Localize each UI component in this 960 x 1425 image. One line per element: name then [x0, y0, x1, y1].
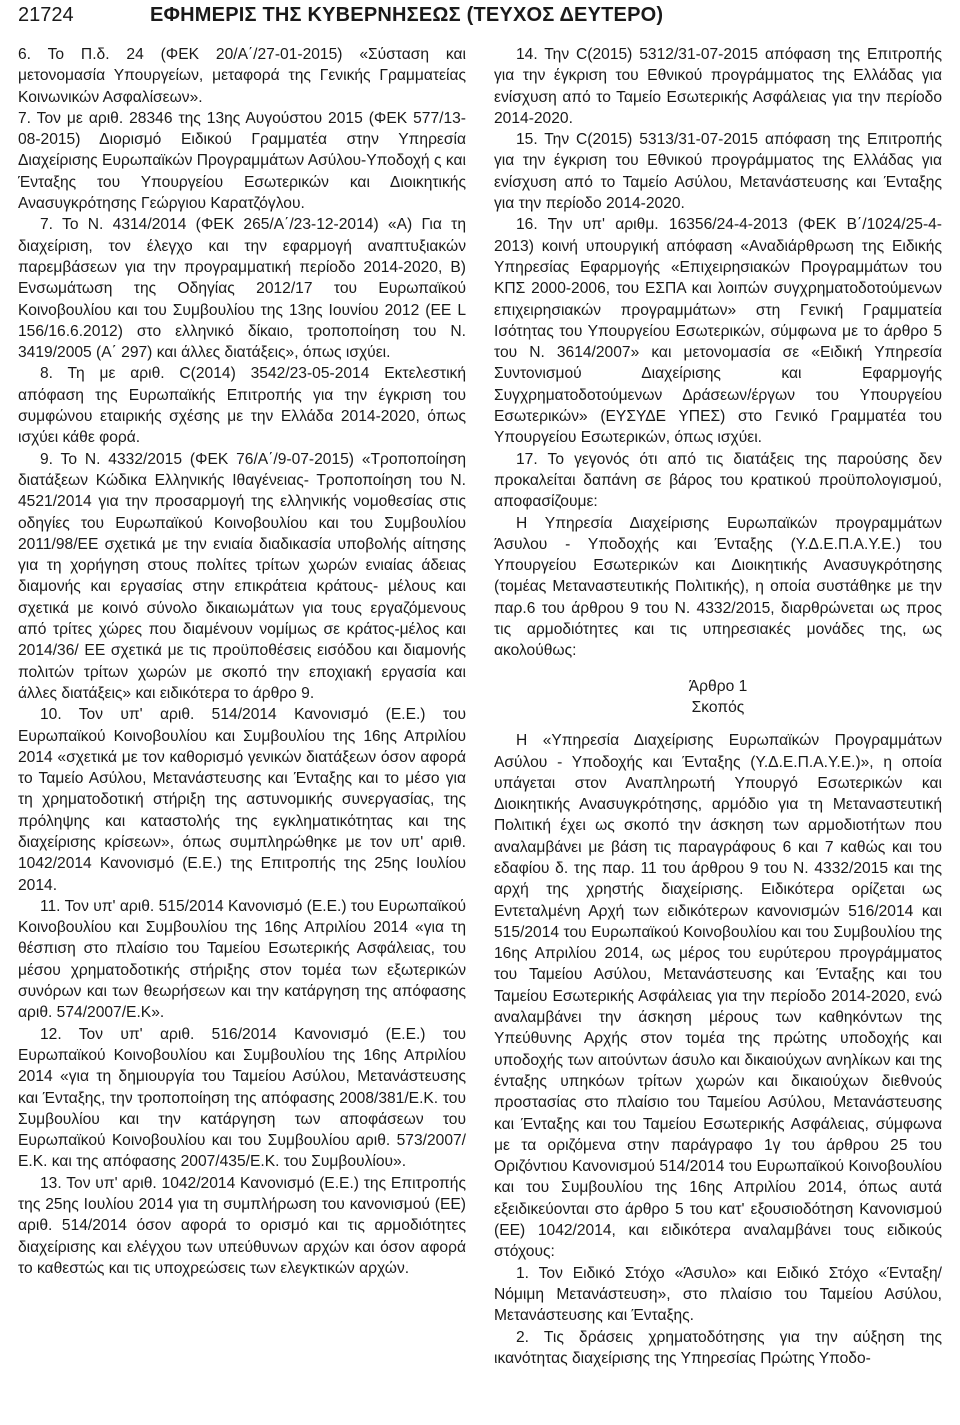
article-body-item-1: 1. Τον Ειδικό Στόχο «Άσυλο» και Ειδικό Στόχο «Ένταξη/Νόμιμη Μετανάστευση», στο πλαίσιο του Ταμείου Ασύλου, Μετανάστευσης και Ένταξης. [494, 1264, 942, 1325]
article-title: Άρθρο 1 [688, 677, 748, 695]
paragraph-9: 9. Το Ν. 4332/2015 (ΦΕΚ 76/Α΄/9-07-2015) «Τροποποίηση διατάξεων Κώδικα Ελληνικής Ιθαγένειας- Τροποποίηση του Ν. 4521/2014 για την προσαρμογή της ελληνικής νομοθεσίας στις οδηγίες του Ευρωπαϊκού Κοινοβουλίου και του Συμβουλίου 2011/98/ΕΕ σχετικά με την ενιαία διαδικασία υποβολής αίτησης για τη χορήγηση στους πολίτες τρίτων χωρών ενιαίας άδειας διαμονής και εργασίας στην επικράτεια κράτους- μέλους και σχετικά με κοινό σύνολο δικαιωμάτων για τους εργαζόμενους από τρίτες χώρες που διαμένουν νομίμως σε κράτος-μέλος και 2014/36/ ΕΕ σχετικά με τις προϋποθέσεις εισόδου και διαμονής πολιτών τρίτων χωρών με σκοπό την εποχιακή εργασία και άλλες διατάξεις» και ειδικότερα το άρθρο 9. [18, 450, 466, 702]
decision-intro: Η Υπηρεσία Διαχείρισης Ευρωπαϊκών προγραμμάτων Άσυλου - Υποδοχής και Ένταξης (Υ.Δ.Ε.Π.Α.Υ.Ε.) του Υπουργείου Εσωτερικών και Διοικητικής Ανασυγκρότησης (τομέας Μεταναστευτικής Πολιτικής), η οποία συστάθηκε με την παρ.6 του άρθρου 9 του Ν. 4332/2015, διαρθρώνεται ως προς τις αρμοδιότητες και τις υπηρεσιακές μονάδες της, ως ακολούθως: [494, 514, 942, 660]
paragraph-12: 12. Τον υπ' αριθ. 516/2014 Κανονισμό (Ε.Ε.) του Ευρωπαϊκού Κοινοβουλίου και Συμβουλίου της 16ης Απριλίου 2014 «για τη δημιουργία του Ταμείου Ασύλου, Μετανάστευσης και Ένταξης, την τροποποίηση της απόφασης 2008/381/Ε.Κ. του Συμβουλίου και την κατάργηση των αποφάσεων του Ευρωπαϊκού Κοινοβουλίου και του Συμβουλίου αριθ. 573/2007/Ε.Κ. και της απόφασης 2007/435/Ε.Κ. του Συμβουλίου». [18, 1025, 466, 1171]
paragraph-8: 8. Τη με αριθ. C(2014) 3542/23-05-2014 Εκτελεστική απόφαση της Ευρωπαϊκής Επιτροπής για την έγκριση του συμφώνου εταιρικής σχέσης με την Ελλάδα 2014-2020, όπως ισχύει κάθε φορά. [18, 365, 466, 447]
paragraph-7b: 7. Το Ν. 4314/2014 (ΦΕΚ 265/Α΄/23-12-2014) «Α) Για τη διαχείριση, τον έλεγχο και την εφαρμογή αναπτυξιακών παρεμβάσεων για την προγραμματική περίοδο 2014-2020, Β) Ενσωμάτωση της Οδηγίας 2012/17 του Ευρωπαϊκού Κοινοβουλίου και του Συμβουλίου της 13ης Ιουνίου 2012 (ΕΕ L 156/16.6.2012) στο ελληνικό δίκαιο, τροποποίηση του Ν. 3419/2005 (Α΄ 297) και άλλες διατάξεις», όπως ισχύει. [18, 216, 466, 362]
page-number: 21724 [18, 4, 74, 26]
paragraph-6: 6. Το Π.δ. 24 (ΦΕΚ 20/Α΄/27-01-2015) «Σύσταση και μετονομασία Υπουργείων, μεταφορά της Γενικής Γραμματείας Κοινωνικών Ασφαλίσεων». [18, 46, 466, 106]
article-body-main: Η «Υπηρεσία Διαχείρισης Ευρωπαϊκών Προγραμμάτων Ασύλου - Υποδοχής και Ένταξης (Υ.Δ.Ε.Π.Α.Υ.Ε.)», η οποία υπάγεται στον Αναπληρωτή Υπουργό Εσωτερικών και Διοικητικής Ανασυγκρότησης, αρμόδιο για τη Μεταναστευτική Πολιτική έχει ως σκοπό την άσκηση των αρμοδιοτήτων που αναλαμβάνει με βάση τις παραγράφους 6 και 7 καθώς και του εδαφίου δ. της παρ. 11 του άρθρου 9 του Ν. 4332/2015 και της αρχή της χρηστής διαχείρισης. Ειδικότερα ορίζεται ως Εντεταλμένη Αρχή των ειδικότερων κανονισμών 516/2014 και 515/2014 του Ευρωπαϊκού Κοινοβουλίου και του Συμβουλίου της 16ης Απριλίου 2014, ως μέρος του ευρύτερου προγράμματος του Ταμείου Ασύλου, Μετανάστευσης και Ένταξης και του Ταμείου Εσωτερικής Ασφάλειας για την περίοδο 2014-2020, ενώ αναλαμβάνει την άσκηση μέρους των καθηκόντων της Υπεύθυνης Αρχής στον τομέα της πρώτης υποδοχής και υποδοχής των αιτούντων άσυλο και δικαιούχων ανηλίκων και της ένταξης υπηκόων τρίτων χωρών και δικαιούχων διεθνούς προστασίας στο πλαίσιο του Ταμείου Ασύλου, Μετανάστευσης και Ένταξης και του Ταμείου Εσωτερικής Ασφάλειας, σύμφωνα με τα οριζόμενα στην παράγραφο 1γ του άρθρου 25 του Οριζόντιου Κανονισμού 514/2014 του Ευρωπαϊκού Κοινοβουλίου και του Συμβουλίου της 16ης Απριλίου 2014, όπως αυτά εξειδικεύονται στο άρθρο 5 του κατ' εξουσιοδότηση Κανονισμού (ΕΕ) 1042/2014, και ειδικότερα αναλαμβάνει τους ειδικούς στόχους: [494, 732, 942, 1261]
paragraph-11: 11. Τον υπ' αριθ. 515/2014 Κανονισμό (Ε.Ε.) του Ευρωπαϊκού Κοινοβουλίου και Συμβουλίου της 16ης Απριλίου 2014 «για τη θέσπιση στο πλαίσιο του Ταμείου Εσωτερικής Ασφάλειας, του μέσου χρηματοδοτικής στήριξης στον τομέα των εξωτερικών συνόρων και των θεωρήσεων και την κατάργηση της απόφασης αριθ. 574/2007/Ε.Κ». [18, 897, 466, 1022]
paragraph-15: 15. Την C(2015) 5313/31-07-2015 απόφαση της Επιτροπής για την έγκριση του Εθνικού προγράμματος της Ελλάδας για ενίσχυση από το Ταμείο Ασύλου, Μετανάστευσης και Ένταξης για την περίοδο 2014-2020. [494, 131, 942, 213]
article-subtitle: Σκοπός [691, 698, 745, 716]
paragraph-17: 17. Το γεγονός ότι από τις διατάξεις της παρούσης δεν προκαλείται δαπάνη σε βάρος του κρατικού προϋπολογισμού, αποφασίζουμε: [494, 450, 942, 511]
page-header [18, 4, 942, 32]
paragraph-10: 10. Τον υπ' αριθ. 514/2014 Κανονισμό (Ε.Ε.) του Ευρωπαϊκού Κοινοβουλίου και Συμβουλίου της 16ης Απριλίου 2014 «σχετικά με τον καθορισμό γενικών διατάξεων όσον αφορά το Ταμείο Ασύλου, Μετανάστευσης και Ένταξης και το μέσο για τη χρηματοδοτική στήριξη της αστυνομικής συνεργασίας, της πρόληψης και καταστολής της εγκληματικότητας και της διαχείρισης κρίσεων», όπως συμπληρώθηκε με τον υπ' αριθ. 1042/2014 Κανονισμό (Ε.Ε.) της Επιτροπής της 25ης Ιουλίου 2014. [18, 706, 466, 894]
article-body-item-2: 2. Τις δράσεις χρηματοδότησης για την αύξηση της ικανότητας διαχείρισης της Υπηρεσίας Πρώτης Υποδο- [494, 1328, 942, 1367]
gazette-title: ΕΦΗΜΕΡΙΣ ΤΗΣ ΚΥΒΕΡΝΗΣΕΩΣ (ΤΕΥΧΟΣ ΔΕΥΤΕΡΟ) [150, 4, 664, 26]
paragraph-13: 13. Τον υπ' αριθ. 1042/2014 Κανονισμό (Ε.Ε.) της Επιτροπής της 25ης Ιουλίου 2014 για τη συμπλήρωση του κανονισμού (ΕΕ) αριθ. 514/2014 όσον αφορά το ορισμό και τις αρμοδιότητες διαχείρισης και ελέγχου των υπεύθυνων αρχών και όσον αφορά το καθεστώς και τις υποχρεώσεις των ελεγκτικών αρχών. [18, 1174, 466, 1277]
right-column [494, 44, 942, 1369]
paragraph-16: 16. Την υπ' αριθμ. 16356/24-4-2013 (ΦΕΚ Β΄/1024/25-4-2013) κοινή υπουργική απόφαση «Αναδιάρθρωση της Ειδικής Υπηρεσίας Εφαρμογής «Επιχειρησιακών Προγραμμάτων του ΚΠΣ 2000-2006, του ΕΣΠΑ και λοιπών συγχρηματοδοτούμενων επιχειρησιακών προγραμμάτων» στη Γενική Γραμματεία Ισότητας του Υπουργείου Εσωτερικών, σύμφωνα με το άρθρο 5 του Ν. 3614/2007» και μετονομασία σε «Ειδική Υπηρεσία Συντονισμού Διαχείρισης και Εφαρμογής Συγχρηματοδοτούμενων Δράσεων/έργων του Υπουργείου Εσωτερικών» (ΕΥΣΥΔΕ ΥΠΕΣ) στο Γενικό Γραμματέα του Υπουργείου Εσωτερικών, όπως ισχύει. [494, 216, 942, 447]
paragraph-7a: 7. Τον με αριθ. 28346 της 13ης Αυγούστου 2015 (ΦΕΚ 577/13-08-2015) Διορισμό Ειδικού Γραμματέα στην Υπηρεσία Διαχείρισης Ευρωπαϊκών Προγραμμάτων Ασύλου-Υποδοχή ς και Ένταξης του Υπουργείου Εσωτερικών και Διοικητικής Ανασυγκρότησης Γεώργιου Καρατζόγλου. [18, 109, 466, 213]
left-column [18, 44, 466, 1279]
paragraph-14: 14. Την C(2015) 5312/31-07-2015 απόφαση της Επιτροπής για την έγκριση του Εθνικού προγράμματος της Ελλάδας για ενίσχυση από το Ταμείο Εσωτερικής Ασφάλειας για την περίοδο 2014-2020. [494, 46, 942, 127]
